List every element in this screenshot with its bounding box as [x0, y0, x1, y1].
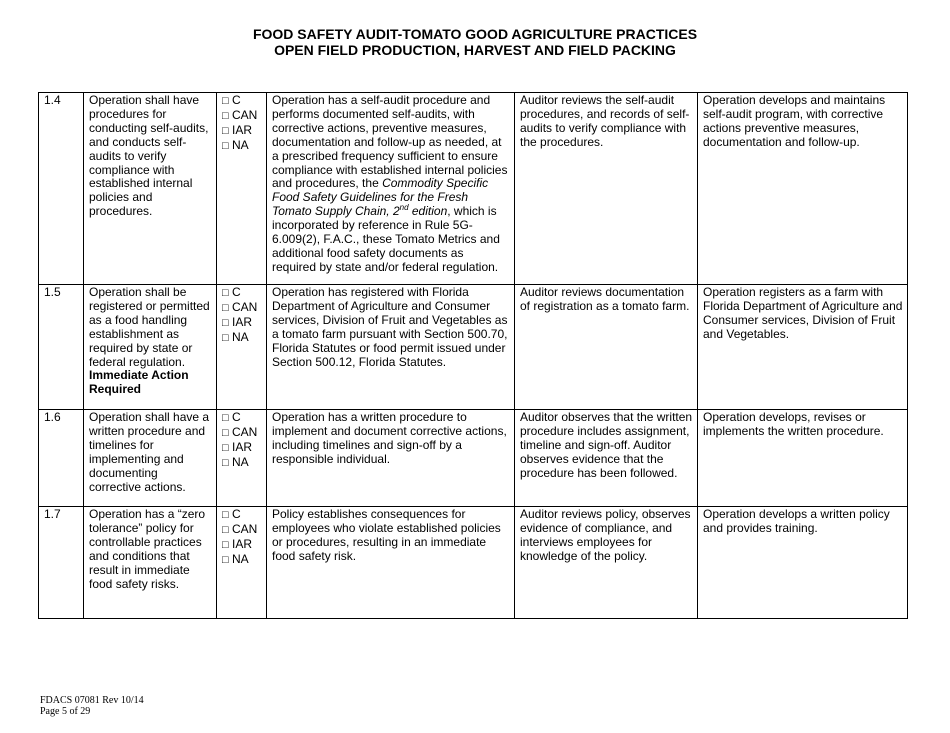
- checkbox-icon[interactable]: □: [222, 538, 229, 551]
- rating-options: [217, 507, 267, 619]
- corrective-action-cell: Operation develops, revises or implements the written procedure.: [698, 410, 908, 507]
- compliance-cell: Operation has registered with Florida Department of Agriculture and Consumer services, Division of Fruit and Vegetables as a tomato farm pursuant with Section 500.70, Florida Statutes or food permit issued under Section 500.12, Florida Statutes.: [267, 285, 515, 410]
- table-row: [39, 410, 908, 507]
- table-row: [39, 285, 908, 410]
- option-c[interactable]: □ C: [222, 410, 241, 424]
- option-c[interactable]: □ C: [222, 507, 241, 521]
- rating-options: [217, 410, 267, 507]
- title-line-2: OPEN FIELD PRODUCTION, HARVEST AND FIELD PACKING: [274, 42, 676, 58]
- checkbox-icon[interactable]: □: [222, 509, 229, 521]
- checkbox-icon[interactable]: □: [222, 553, 229, 566]
- checkbox-icon[interactable]: □: [222, 316, 229, 329]
- checkbox-icon[interactable]: □: [222, 426, 229, 439]
- checkbox-icon[interactable]: □: [222, 139, 229, 152]
- rating-options: [217, 285, 267, 410]
- page-number: Page 5 of 29: [40, 706, 91, 717]
- checkbox-icon[interactable]: □: [222, 331, 229, 344]
- title-line-1: FOOD SAFETY AUDIT-TOMATO GOOD AGRICULTURE PRACTICES: [252, 26, 698, 42]
- checkbox-icon[interactable]: □: [222, 301, 229, 314]
- corrective-action-cell: Operation registers as a farm with Florida Department of Agriculture and Consumer services, Division of Fruit and Vegetables.: [698, 285, 908, 410]
- option-na[interactable]: □ NA: [222, 137, 249, 152]
- compliance-cell: Operation has a self-audit procedure and performs documented self-audits, with corrective actions, preventive measures, documentation and follow-up as needed, at a prescribed frequency sufficient to ensure compliance with established internal policies and procedures, the Commodity Specific Food Safety Guidelines for the Fresh Tomato Supply Chain, 2nd edition, which is incorporated by reference in Rule 5G-6.009(2), F.A.C., these Tomato Metrics and additional food safety documents as required by state and/or federal regulation.: [267, 93, 515, 285]
- row-number: 1.6: [39, 410, 84, 507]
- checkbox-icon[interactable]: □: [222, 109, 229, 122]
- requirement-cell: Operation has a “zero tolerance” policy for controllable practices and conditions that result in immediate food safety risks.: [84, 507, 217, 619]
- requirement-cell: Operation shall have a written procedure and timelines for implementing and documenting corrective actions.: [84, 410, 217, 507]
- page-title: [0, 26, 950, 58]
- option-c[interactable]: □ C: [222, 93, 241, 107]
- option-iar[interactable]: □ IAR: [222, 439, 253, 454]
- option-na[interactable]: □ NA: [222, 454, 249, 469]
- row-number: 1.7: [39, 507, 84, 619]
- option-can[interactable]: □ CAN: [222, 107, 258, 122]
- table-row: [39, 507, 908, 619]
- immediate-action-label: Immediate Action Required: [89, 368, 189, 397]
- rating-options: [217, 93, 267, 285]
- option-can[interactable]: □ CAN: [222, 521, 258, 536]
- page-footer: [40, 695, 144, 717]
- corrective-action-cell: Operation develops and maintains self-audit program, with corrective actions preventive measures, documentation and follow-up.: [698, 93, 908, 285]
- requirement-cell: Operation shall have procedures for conducting self-audits, and conducts self-audits to verify compliance with established internal policies and procedures.: [84, 93, 217, 285]
- checkbox-icon[interactable]: □: [222, 441, 229, 454]
- option-c[interactable]: □ C: [222, 285, 241, 299]
- checkbox-icon[interactable]: □: [222, 95, 229, 107]
- verification-cell: Auditor reviews documentation of registration as a tomato farm.: [515, 285, 698, 410]
- audit-table: [38, 92, 908, 619]
- option-na[interactable]: □ NA: [222, 329, 249, 344]
- checkbox-icon[interactable]: □: [222, 523, 229, 536]
- verification-cell: Auditor observes that the written procedure includes assignment, timeline and sign-off. Auditor observes evidence that the procedure has been followed.: [515, 410, 698, 507]
- row-number: 1.5: [39, 285, 84, 410]
- compliance-cell: Operation has a written procedure to implement and document corrective actions, including timelines and sign-off by a responsible individual.: [267, 410, 515, 507]
- option-can[interactable]: □ CAN: [222, 424, 258, 439]
- checkbox-icon[interactable]: □: [222, 124, 229, 137]
- option-can[interactable]: □ CAN: [222, 299, 258, 314]
- corrective-action-cell: Operation develops a written policy and provides training.: [698, 507, 908, 619]
- requirement-cell: Operation shall be registered or permitted as a food handling establishment as required by state or federal regulation. Immediate Action Required: [84, 285, 217, 410]
- row-number: 1.4: [39, 93, 84, 285]
- verification-cell: Auditor reviews policy, observes evidence of compliance, and interviews employees for knowledge of the policy.: [515, 507, 698, 619]
- compliance-cell: Policy establishes consequences for employees who violate established policies or procedures, resulting in an immediate food safety risk.: [267, 507, 515, 619]
- option-iar[interactable]: □ IAR: [222, 314, 253, 329]
- option-iar[interactable]: □ IAR: [222, 536, 253, 551]
- table-row: [39, 93, 908, 285]
- option-iar[interactable]: □ IAR: [222, 122, 253, 137]
- checkbox-icon[interactable]: □: [222, 456, 229, 469]
- option-na[interactable]: □ NA: [222, 551, 249, 566]
- checkbox-icon[interactable]: □: [222, 412, 229, 424]
- verification-cell: Auditor reviews the self-audit procedures, and records of self-audits to verify compliance with the procedures.: [515, 93, 698, 285]
- checkbox-icon[interactable]: □: [222, 287, 229, 299]
- form-id: FDACS 07081 Rev 10/14: [40, 695, 144, 706]
